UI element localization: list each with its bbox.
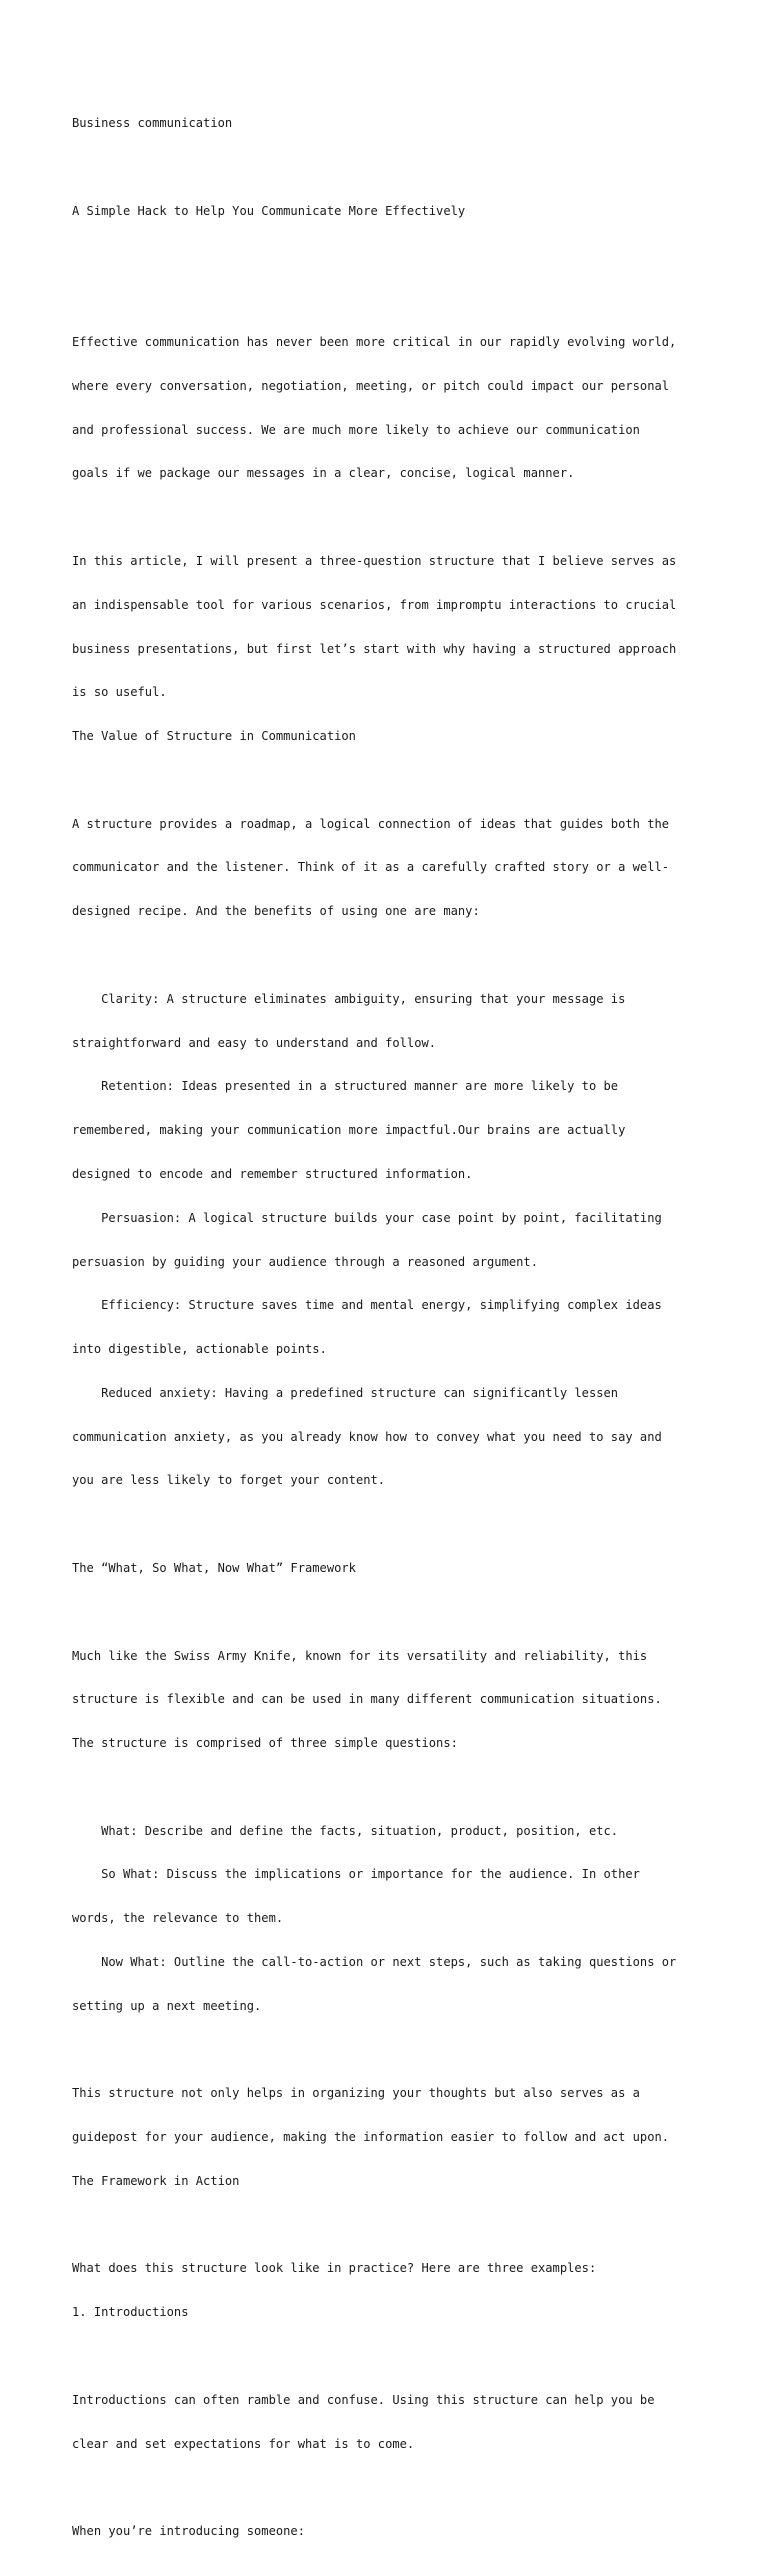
doc-line: Introductions can often ramble and confuse. Using this structure can help you be — [72, 2392, 655, 2407]
doc-line: Now What: Outline the call-to-action or next steps, such as taking questions or — [72, 1955, 677, 1969]
doc-line: persuasion by guiding your audience through a reasoned argument. — [72, 1254, 538, 1269]
doc-line: This structure not only helps in organizing your thoughts but also serves as a — [72, 2086, 640, 2101]
doc-line: you are less likely to forget your content. — [72, 1473, 386, 1488]
doc-line: 1. Introductions — [72, 2305, 189, 2320]
doc-line: remembered, making your communication more impactful.Our brains are actually — [72, 1123, 626, 1138]
doc-line — [72, 1517, 712, 1532]
doc-line — [72, 1780, 712, 1795]
doc-line: The “What, So What, Now What” Framework — [72, 1560, 356, 1575]
doc-line: communication anxiety, as you already know how to convey what you need to say and — [72, 1429, 662, 1444]
doc-line: and professional success. We are much more likely to achieve our communication — [72, 422, 640, 437]
doc-line — [72, 291, 712, 306]
doc-line: straightforward and easy to understand and follow. — [72, 1035, 437, 1050]
doc-line: Business communication — [72, 116, 233, 131]
doc-line: The Value of Structure in Communication — [72, 729, 356, 744]
doc-line: into digestible, actionable points. — [72, 1342, 327, 1357]
doc-line: business presentations, but first let’s start with why having a structured approach — [72, 641, 677, 656]
doc-line: structure is flexible and can be used in many different communication situations. — [72, 1692, 662, 1707]
doc-line: communicator and the listener. Think of it as a carefully crafted story or a well- — [72, 860, 670, 875]
doc-line: The structure is comprised of three simple questions: — [72, 1736, 458, 1751]
doc-line — [72, 160, 712, 175]
doc-line: guidepost for your audience, making the information easier to follow and act upon. — [72, 2130, 670, 2145]
doc-line — [72, 2043, 712, 2058]
doc-line — [72, 1605, 712, 1620]
doc-line — [72, 2218, 712, 2233]
doc-line: Much like the Swiss Army Knife, known for its versatility and reliability, this — [72, 1648, 648, 1663]
doc-line: where every conversation, negotiation, meeting, or pitch could impact our personal — [72, 378, 670, 393]
doc-line: clear and set expectations for what is to come. — [72, 2436, 415, 2451]
doc-line: an indispensable tool for various scenarios, from impromptu interactions to crucial — [72, 597, 677, 612]
doc-line: designed recipe. And the benefits of using one are many: — [72, 904, 480, 919]
doc-line: So What: Discuss the implications or importance for the audience. In other — [72, 1867, 640, 1882]
doc-line: setting up a next meeting. — [72, 1998, 262, 2013]
doc-line: A Simple Hack to Help You Communicate More Effectively — [72, 203, 466, 218]
doc-line — [72, 948, 712, 963]
doc-line: Persuasion: A logical structure builds your case point by point, facilitating — [72, 1210, 662, 1225]
doc-line: In this article, I will present a three-question structure that I believe serves as — [72, 554, 677, 568]
doc-line — [72, 2480, 712, 2495]
document-page — [72, 87, 712, 2553]
doc-line: is so useful. — [72, 685, 167, 700]
doc-line: Reduced anxiety: Having a predefined structure can significantly lessen — [72, 1385, 619, 1400]
doc-line: Clarity: A structure eliminates ambiguity, ensuring that your message is — [72, 991, 626, 1006]
doc-line — [72, 2349, 712, 2364]
doc-line: Efficiency: Structure saves time and mental energy, simplifying complex ideas — [72, 1298, 662, 1313]
doc-line — [72, 510, 712, 525]
doc-line: A structure provides a roadmap, a logical connection of ideas that guides both the — [72, 816, 670, 831]
doc-line — [72, 773, 712, 788]
doc-line: Retention: Ideas presented in a structured manner are more likely to be — [72, 1079, 619, 1094]
doc-line: What does this structure look like in practice? Here are three examples: — [72, 2261, 597, 2276]
doc-line — [72, 248, 712, 263]
doc-line: designed to encode and remember structured information. — [72, 1166, 473, 1181]
doc-line: The Framework in Action — [72, 2173, 240, 2188]
doc-line: goals if we package our messages in a clear, concise, logical manner. — [72, 466, 575, 481]
doc-line: What: Describe and define the facts, situation, product, position, etc. — [72, 1823, 619, 1838]
doc-line: When you’re introducing someone: — [72, 2524, 305, 2539]
doc-line: Effective communication has never been more critical in our rapidly evolving world, — [72, 335, 677, 350]
doc-line: words, the relevance to them. — [72, 1911, 284, 1926]
